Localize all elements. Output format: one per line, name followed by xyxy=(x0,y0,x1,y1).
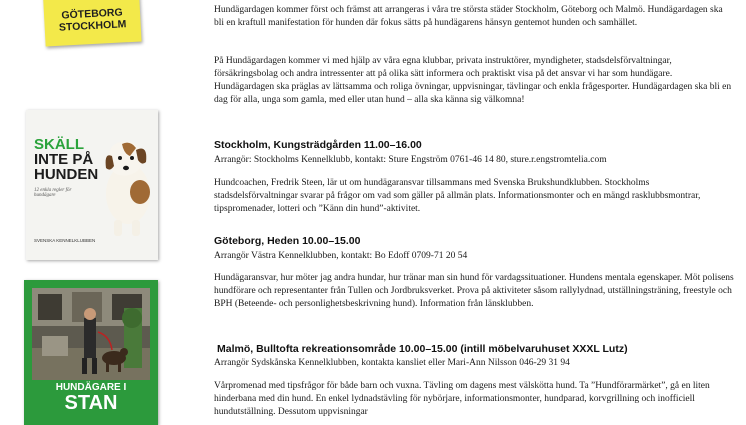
city-sticker xyxy=(42,0,141,46)
book1-title-line-2: INTE PÅ xyxy=(34,151,94,168)
book-cover-skall-inte-pa-hunden[interactable] xyxy=(26,110,158,260)
left-column xyxy=(0,0,200,419)
event-organizer-goteborg: Arrangör Västra Kennelklubben, kontakt: Bo Edoff 0709-71 20 54 xyxy=(214,251,468,261)
dog-illustration-icon xyxy=(96,132,158,240)
event-body-malmo: Vårpromenad med tipsfrågor för både barn och vuxna. Tävling om dagens mest välskötta hund. Ta ”Hundförarmärket”, gå en liten hinderbana med din hund. En enkel lydnadstävling för nybörjare, informationsmonter, hundparad, korvgrillning och inofficiell hundutställning. Dessutom uppvisningar xyxy=(214,381,710,417)
event-heading-goteborg: Göteborg, Heden 10.00–15.00 xyxy=(214,235,361,247)
book2-title-line-1: HUNDÄGARE I xyxy=(55,382,127,393)
sticker-line-2: STOCKHOLM xyxy=(58,18,127,34)
book-cover-hundagare-i-stan[interactable] xyxy=(24,280,158,425)
event-organizer-malmo: Arrangör Sydskånska Kennelklubben, kontakta kansliet eller Mari-Ann Nilsson 046-29 31 94 xyxy=(214,358,570,368)
event-body-stockholm: Hundcoachen, Fredrik Steen, lär ut om hundägaransvar tillsammans med Svenska Brukshundklubben. Stockholms stadsdelsförvaltningar svarar på frågor om vad som gäller på allmän plats. Informationsmonter och en mängd rasklubbsmontrar, tipspromenader, lotteri och ”Känn din hund”-aktivitet. xyxy=(214,178,701,214)
intro-paragraph-1: Hundägardagen kommer först och främst att arrangeras i våra tre största städer Stockholm, Göteborg och Malmö. Hundägardagen ska bli en kraftull manifestation för hunden där fokus sätts på hundägarens hänsyn gentemot hunden och samhället. xyxy=(214,5,723,28)
street-scene-illustration-icon xyxy=(32,288,150,380)
event-heading-stockholm: Stockholm, Kungsträdgården 11.00–16.00 xyxy=(214,139,422,151)
book2-title-line-2: STAN xyxy=(64,392,118,414)
book1-title-line-3: HUNDEN xyxy=(34,166,99,183)
book1-subtitle: 12 enkla regler för hundägare xyxy=(34,188,72,198)
book1-title-line-1: SKÄLL xyxy=(34,136,84,153)
event-heading-malmo: Malmö, Bulltofta rekreationsområde 10.00–15.00 (intill möbelvaruhuset XXXL Lutz) xyxy=(217,343,628,355)
event-organizer-stockholm: Arrangör: Stockholms Kennelklubb, kontakt: Sture Engström 0761-46 14 80, sture.r.engstromtelia.com xyxy=(214,155,607,165)
intro-paragraph-2: På Hundägardagen kommer vi med hjälp av våra egna klubbar, privata instruktörer, myndigheter, stadsdelsförvaltningar, försäkringsbolag och andra intressenter att på olika sätt informera och praktiskt visa på det ansvar vi har som hundägare. Hundägardagen ska präglas av lättsamma och roliga övningar, uppvisningar, tävlingar och enkla frågesporter. Hundägardagen ska bli en dag för alla, unga som gamla, med eller utan hund – alla ska känna sig välkomna! xyxy=(214,56,732,105)
book1-publisher: SVENSKA KENNELKLUBBEN xyxy=(34,238,96,243)
event-body-goteborg: Hundägaransvar, hur möter jag andra hundar, hur tränar man sin hund för vardagssituationer. Hundens mentala egenskaper. Möt polisens hundförare och representanter från Tullen och Jordbruksverket. Prova på aktiviteter såsom rallylydnad, utställningsträning, freestyle och BPH (Beteende- och personlighetsbeskrivning hund). Information från länsklubben. xyxy=(214,273,734,309)
sticker-line-1: GÖTEBORG xyxy=(61,6,123,22)
